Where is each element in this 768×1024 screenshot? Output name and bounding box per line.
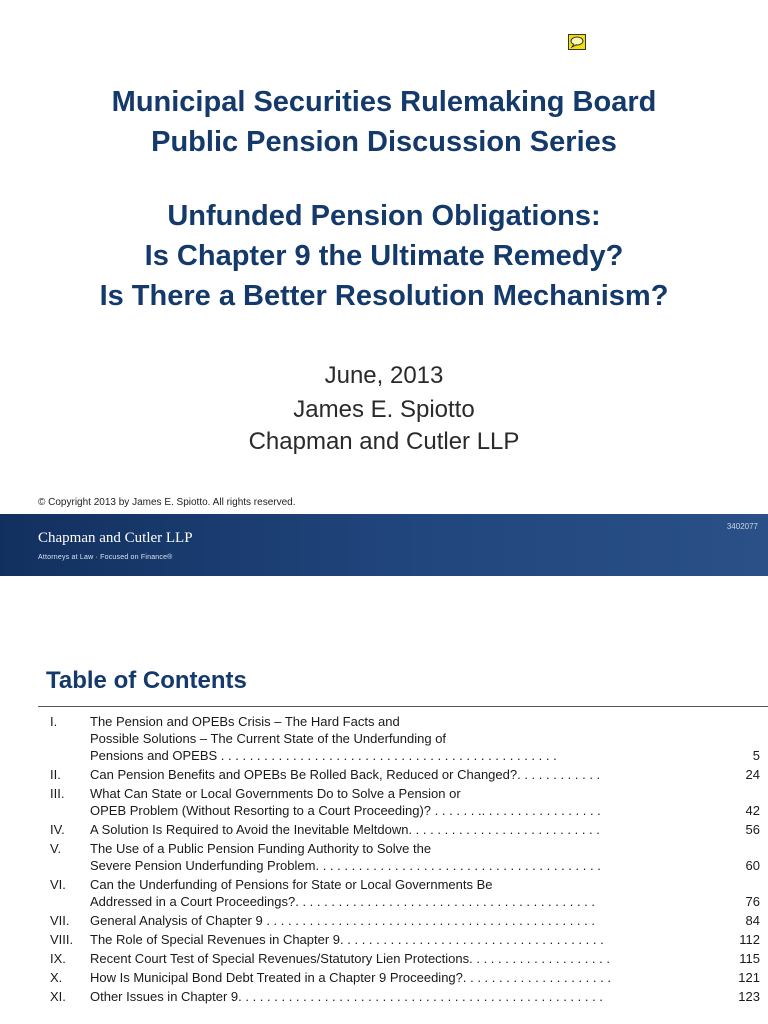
- subtitle-line-2: Is Chapter 9 the Ultimate Remedy?: [144, 240, 624, 272]
- toc-entry-number: V.: [50, 841, 62, 856]
- toc-entry[interactable]: [38, 988, 768, 1005]
- toc-entry-title: [90, 876, 680, 910]
- toc-entry-title: [90, 931, 680, 948]
- toc-entry-line: The Use of a Public Pension Funding Authority to Solve the: [90, 841, 432, 856]
- toc-entry-page: 42: [745, 803, 760, 818]
- toc-entry-title: [90, 766, 680, 783]
- toc-entry-number: X.: [50, 970, 63, 985]
- toc-entry-page: 115: [739, 951, 760, 966]
- toc-entry-line: How Is Municipal Bond Debt Treated in a Chapter 9 Proceeding?. . . . . . . . . . . . . . . . . . . . .: [90, 970, 611, 985]
- toc-entry-number: VIII.: [50, 932, 74, 947]
- toc-entry-number: IX.: [50, 951, 66, 966]
- toc-entry-number: VI.: [50, 877, 66, 892]
- toc-entry-title: [90, 785, 680, 819]
- toc-entry-number: IV.: [50, 822, 65, 837]
- toc-entry-line: OPEB Problem (Without Resorting to a Court Proceeding)? . . . . . . .. . . . . . . . . . . . . . . . .: [90, 803, 601, 818]
- toc-entry[interactable]: [38, 912, 768, 929]
- copyright-notice: © Copyright 2013 by James E. Spiotto. All rights reserved.: [38, 497, 296, 508]
- toc-entry-line: Other Issues in Chapter 9. . . . . . . . . . . . . . . . . . . . . . . . . . . . . . . . . . . . . . . . . . . . . . . . . . .: [90, 989, 603, 1004]
- toc-heading: Table of Contents: [46, 667, 247, 694]
- toc-entry-title: [90, 912, 680, 929]
- document-code: 3402077: [726, 522, 758, 531]
- toc-entry-title: [90, 840, 680, 874]
- toc-entry-line: Recent Court Test of Special Revenues/Statutory Lien Protections. . . . . . . . . . . . . . . . . . . .: [90, 951, 610, 966]
- comment-icon[interactable]: [568, 34, 586, 50]
- title-line-2: Public Pension Discussion Series: [151, 126, 617, 158]
- toc-entry[interactable]: [38, 969, 768, 986]
- toc-entry-page: 84: [745, 913, 760, 928]
- toc-entry-number: VII.: [50, 913, 70, 928]
- toc-entry[interactable]: [38, 785, 768, 819]
- toc-divider: [38, 706, 768, 707]
- document-subtitle: [0, 196, 768, 316]
- toc-entry[interactable]: [38, 766, 768, 783]
- toc-entry[interactable]: [38, 821, 768, 838]
- toc-entry-page: 56: [745, 822, 760, 837]
- subtitle-line-1: Unfunded Pension Obligations:: [167, 200, 601, 232]
- toc-entry-page: 60: [745, 858, 760, 873]
- presentation-meta: [0, 360, 768, 458]
- toc-entry-line: Severe Pension Underfunding Problem. . . . . . . . . . . . . . . . . . . . . . . . . . . . . . . . . . . . . . . .: [90, 858, 601, 873]
- firm-tagline: Attorneys at Law · Focused on Finance®: [38, 554, 173, 561]
- toc-entry-line: Can Pension Benefits and OPEBs Be Rolled Back, Reduced or Changed?. . . . . . . . . . . .: [90, 767, 601, 782]
- toc-entry-page: 121: [738, 970, 760, 985]
- toc-entry-line: Possible Solutions – The Current State of the Underfunding of: [90, 731, 447, 746]
- toc-entry-title: [90, 969, 680, 986]
- toc-entry-line: Can the Underfunding of Pensions for State or Local Governments Be: [90, 877, 493, 892]
- document-title: [0, 82, 768, 162]
- toc-entry-line: The Role of Special Revenues in Chapter 9. . . . . . . . . . . . . . . . . . . . . . . . . . . . . . . . . . . . .: [90, 932, 604, 947]
- toc-entry-line: The Pension and OPEBs Crisis – The Hard Facts and: [90, 714, 400, 729]
- toc-entry-title: [90, 988, 680, 1005]
- toc-entry-number: III.: [50, 786, 65, 801]
- toc-entry-number: II.: [50, 767, 61, 782]
- toc-entry-page: 123: [738, 989, 760, 1004]
- title-line-1: Municipal Securities Rulemaking Board: [111, 86, 657, 118]
- toc-entry-title: [90, 950, 680, 967]
- toc-entry-line: Pensions and OPEBS . . . . . . . . . . . . . . . . . . . . . . . . . . . . . . . . . . . . . . . . . . . . . . .: [90, 748, 557, 763]
- toc-entry[interactable]: [38, 950, 768, 967]
- toc-entry[interactable]: [38, 840, 768, 874]
- toc-entry-line: General Analysis of Chapter 9 . . . . . . . . . . . . . . . . . . . . . . . . . . . . . . . . . . . . . . . . . . . . . .: [90, 913, 595, 928]
- firm-name: Chapman and Cutler LLP: [248, 428, 520, 455]
- toc-entry-page: 24: [745, 767, 760, 782]
- subtitle-line-3: Is There a Better Resolution Mechanism?: [99, 280, 669, 312]
- toc-entry-line: What Can State or Local Governments Do to Solve a Pension or: [90, 786, 461, 801]
- toc-entry[interactable]: [38, 713, 768, 764]
- presentation-date: June, 2013: [324, 362, 444, 389]
- toc-entry[interactable]: [38, 876, 768, 910]
- toc-entry-page: 112: [739, 932, 760, 947]
- firm-logo: Chapman and Cutler LLP: [38, 530, 193, 546]
- table-of-contents: [38, 713, 768, 1005]
- firm-banner: [0, 514, 768, 576]
- toc-entry-title: [90, 821, 680, 838]
- toc-entry-number: I.: [50, 714, 58, 729]
- toc-entry-number: XI.: [50, 989, 66, 1004]
- toc-entry-line: A Solution Is Required to Avoid the Inevitable Meltdown. . . . . . . . . . . . . . . . . . . . . . . . . . .: [90, 822, 600, 837]
- toc-entry-line: Addressed in a Court Proceedings?. . . . . . . . . . . . . . . . . . . . . . . . . . . . . . . . . . . . . . . . . .: [90, 894, 596, 909]
- toc-entry-title: [90, 713, 680, 764]
- toc-entry-page: 5: [752, 748, 760, 763]
- toc-entry-page: 76: [745, 894, 760, 909]
- author-name: James E. Spiotto: [293, 396, 475, 423]
- toc-entry[interactable]: [38, 931, 768, 948]
